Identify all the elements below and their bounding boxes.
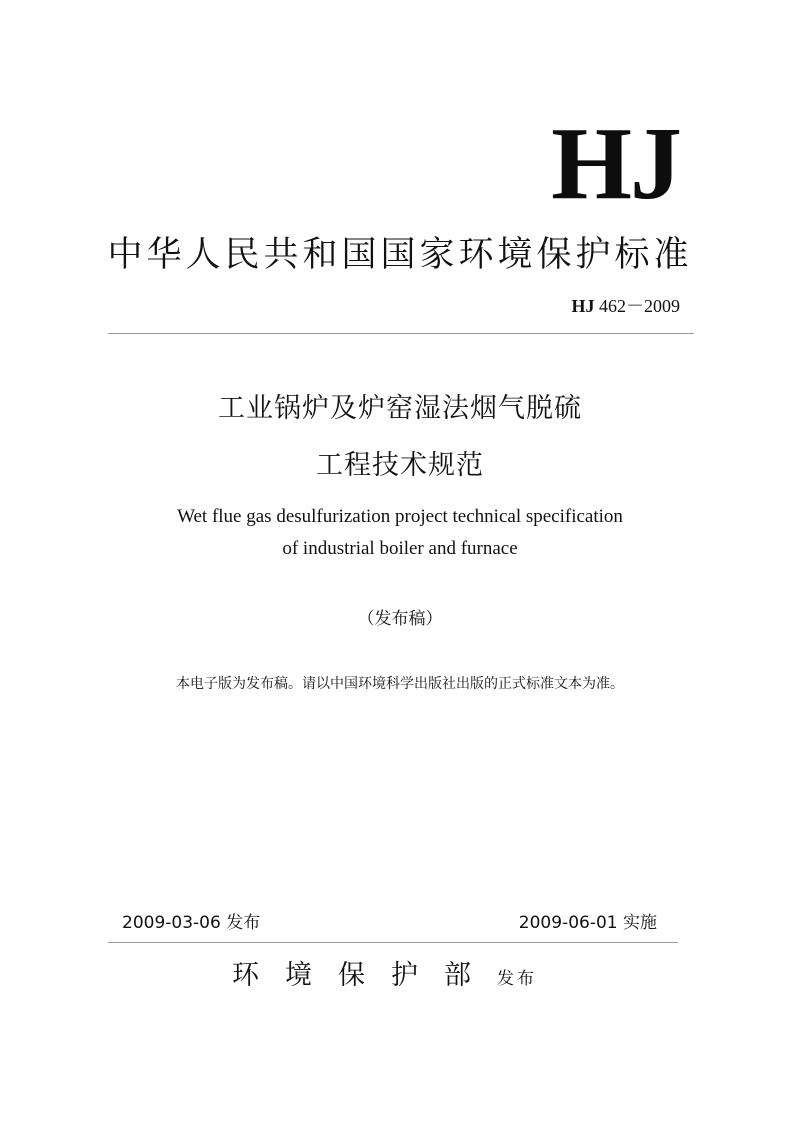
- issuer-suffix: 发布: [497, 969, 537, 989]
- title-en-line-1: Wet flue gas desulfurization project technical specification: [177, 506, 623, 527]
- standard-category: 中华人民共和国国家环境保护标准: [107, 235, 693, 275]
- hj-logo: HJ: [551, 106, 680, 221]
- footer-divider: [108, 942, 678, 943]
- header-divider: [108, 333, 694, 334]
- issue-date: 2009-03-06 发布: [122, 913, 261, 933]
- issuer-name: 环境保护部: [232, 960, 497, 991]
- title-en-line-2: of industrial boiler and furnace: [282, 538, 518, 559]
- standard-code: HJ: [571, 296, 595, 316]
- issuer-row: [232, 960, 537, 992]
- implementation-date: 2009-06-01 实施: [518, 913, 657, 933]
- standard-number-value: 462－2009: [599, 296, 680, 316]
- title-cn-line-2: 工程技术规范: [316, 450, 484, 481]
- notice-text: 本电子版为发布稿。请以中国环境科学出版社出版的正式标准文本为准。: [176, 676, 624, 692]
- title-cn-line-1: 工业锅炉及炉窑湿法烟气脱硫: [218, 393, 582, 424]
- standard-number: [571, 296, 680, 318]
- draft-label: （发布稿）: [357, 609, 443, 629]
